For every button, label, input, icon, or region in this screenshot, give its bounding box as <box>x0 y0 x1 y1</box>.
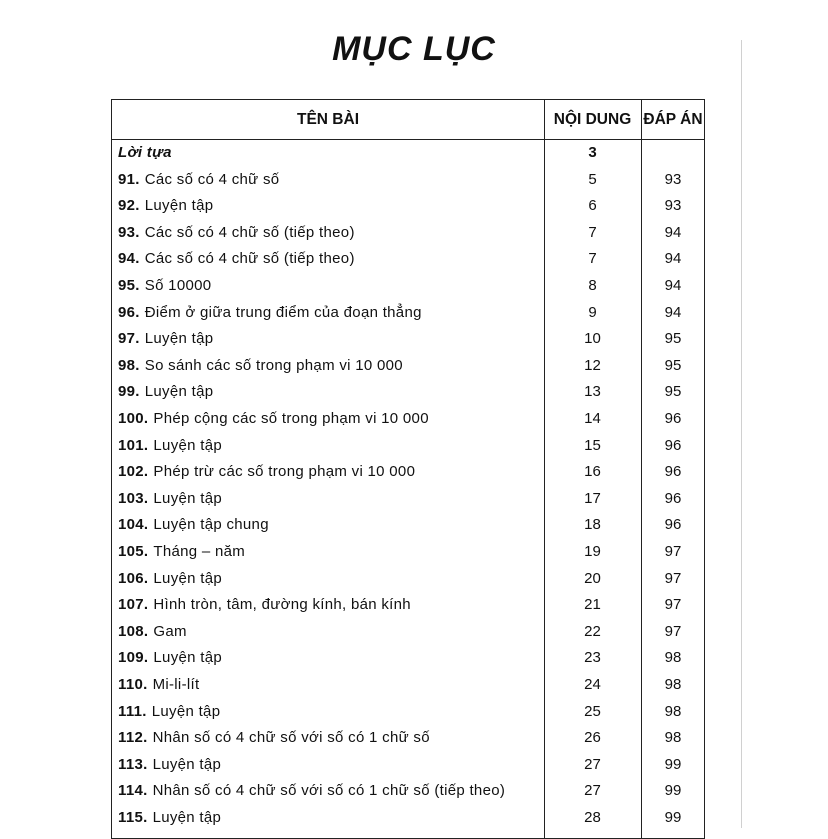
lesson-cell <box>118 383 213 400</box>
lesson-cell <box>118 809 221 826</box>
lesson-name: Luyện tập <box>152 809 222 826</box>
lesson-cell <box>118 197 213 214</box>
lesson-name: Tháng – năm <box>153 543 246 560</box>
toc-row <box>112 459 704 486</box>
answer-page: 97 <box>664 569 682 587</box>
lesson-cell <box>118 570 222 587</box>
answer-page: 95 <box>664 356 682 374</box>
content-page: 18 <box>584 516 601 534</box>
lesson-number: 111. <box>118 702 147 720</box>
toc-row <box>112 246 704 273</box>
lesson-number: 95. <box>118 277 140 294</box>
lesson-cell <box>118 490 222 507</box>
lesson-cell <box>118 463 415 480</box>
toc-row-intro <box>112 140 704 167</box>
lesson-name: Gam <box>153 622 187 640</box>
lesson-name: Các số có 4 chữ số (tiếp theo) <box>144 250 355 268</box>
lesson-number: 110. <box>118 676 148 693</box>
answer-page: 96 <box>664 463 682 481</box>
answer-page: 97 <box>664 596 682 614</box>
content-page: 8 <box>588 277 597 294</box>
toc-row <box>112 379 704 406</box>
content-page: 27 <box>584 755 601 773</box>
lesson-number: 103. <box>118 489 149 507</box>
content-page: 12 <box>584 356 601 374</box>
lesson-number: 101. <box>118 436 149 454</box>
lesson-number: 96. <box>118 303 140 321</box>
lesson-number: 97. <box>118 330 140 348</box>
lesson-name: Luyện tập <box>144 383 214 401</box>
content-page: 28 <box>584 809 601 826</box>
lesson-name: Lời tựa <box>118 144 172 161</box>
page-edge-line <box>741 40 742 828</box>
answer-page: 98 <box>664 676 682 693</box>
answer-page: 97 <box>664 622 682 640</box>
header-answer: ĐÁP ÁN <box>643 111 703 128</box>
lesson-number: 99. <box>118 383 140 401</box>
lesson-number: 113. <box>118 755 148 773</box>
lesson-cell <box>118 250 355 267</box>
lesson-cell <box>118 703 220 720</box>
lesson-name: Luyện tập <box>144 330 214 348</box>
lesson-cell <box>118 410 429 427</box>
toc-row <box>112 167 704 194</box>
answer-page: 96 <box>664 516 682 534</box>
answer-page: 94 <box>664 303 682 321</box>
lesson-number: 98. <box>118 356 140 374</box>
page-title: MỤC LỤC <box>332 30 496 68</box>
content-page: 24 <box>584 676 601 693</box>
answer-page: 93 <box>664 170 682 188</box>
content-page: 23 <box>584 649 601 667</box>
header-lesson: TÊN BÀI <box>297 111 359 128</box>
lesson-number: 92. <box>118 197 140 215</box>
lesson-number: 91. <box>118 170 140 188</box>
lesson-cell <box>118 224 355 241</box>
lesson-name: Mi-li-lít <box>152 676 200 693</box>
toc-row <box>112 778 704 805</box>
lesson-name: Số 10000 <box>144 277 212 294</box>
toc-row <box>112 406 704 433</box>
content-page: 7 <box>588 250 597 268</box>
toc-row <box>112 273 704 300</box>
answer-page: 96 <box>664 489 682 507</box>
answer-page: 99 <box>664 782 682 800</box>
lesson-name: Luyện tập <box>151 702 221 720</box>
answer-page: 94 <box>664 223 682 241</box>
lesson-cell <box>118 782 505 799</box>
lesson-number: 93. <box>118 223 140 241</box>
toc-table <box>111 99 705 839</box>
answer-page: 98 <box>664 729 682 747</box>
lesson-name: Hình tròn, tâm, đường kính, bán kính <box>153 596 411 614</box>
lesson-name: Phép cộng các số trong phạm vi 10 000 <box>153 410 429 427</box>
lesson-number: 102. <box>118 463 149 481</box>
lesson-name: Nhân số có 4 chữ số với số có 1 chữ số (tiếp theo) <box>152 782 506 800</box>
lesson-number: 107. <box>118 596 149 614</box>
content-page: 10 <box>584 330 601 348</box>
content-page: 26 <box>584 729 601 747</box>
lesson-number: 104. <box>118 516 149 534</box>
toc-row <box>112 220 704 247</box>
content-page: 3 <box>588 144 597 161</box>
lesson-name: Điểm ở giữa trung điểm của đoạn thẳng <box>144 303 422 321</box>
content-page: 27 <box>584 782 601 800</box>
answer-page: 94 <box>664 277 682 294</box>
lesson-name: Luyện tập chung <box>153 516 269 534</box>
lesson-number: 105. <box>118 543 149 560</box>
lesson-cell <box>118 543 245 560</box>
toc-row <box>112 619 704 646</box>
answer-page: 99 <box>664 755 682 773</box>
lesson-number: 112. <box>118 729 148 747</box>
toc-row <box>112 592 704 619</box>
lesson-name: Luyện tập <box>152 755 222 773</box>
lesson-cell <box>118 516 269 533</box>
answer-page: 95 <box>664 330 682 348</box>
lesson-name: Luyện tập <box>153 569 222 587</box>
toc-row <box>112 725 704 752</box>
toc-row <box>112 193 704 220</box>
toc-row <box>112 566 704 593</box>
lesson-name: Phép trừ các số trong phạm vi 10 000 <box>153 463 416 481</box>
lesson-cell <box>118 437 222 454</box>
content-page: 16 <box>584 463 601 481</box>
answer-page: 96 <box>664 436 682 454</box>
content-page: 19 <box>584 543 601 560</box>
toc-row <box>112 699 704 726</box>
lesson-cell <box>118 729 430 746</box>
toc-row <box>112 433 704 460</box>
lesson-name: So sánh các số trong phạm vi 10 000 <box>144 356 403 374</box>
toc-row <box>112 353 704 380</box>
lesson-cell <box>118 756 221 773</box>
toc-row <box>112 486 704 513</box>
content-page: 6 <box>588 197 597 215</box>
answer-page: 98 <box>664 702 682 720</box>
lesson-name: Luyện tập <box>153 489 222 507</box>
content-page: 20 <box>584 569 601 587</box>
lesson-name: Nhân số có 4 chữ số với số có 1 chữ số <box>152 729 430 747</box>
lesson-cell <box>118 304 422 321</box>
lesson-number: 114. <box>118 782 148 800</box>
toc-row <box>112 539 704 566</box>
content-page: 13 <box>584 383 601 401</box>
content-page: 22 <box>584 622 601 640</box>
lesson-number: 115. <box>118 809 148 826</box>
content-page: 17 <box>584 489 601 507</box>
lesson-name: Luyện tập <box>153 436 222 454</box>
lesson-cell <box>118 277 211 294</box>
lesson-name: Các số có 4 chữ số (tiếp theo) <box>144 223 355 241</box>
content-page: 5 <box>588 170 597 188</box>
content-page: 7 <box>588 223 597 241</box>
toc-row <box>112 645 704 672</box>
lesson-cell <box>118 144 172 161</box>
lesson-cell <box>118 330 213 347</box>
lesson-number: 108. <box>118 622 149 640</box>
answer-page: 97 <box>664 543 682 560</box>
lesson-cell <box>118 171 279 188</box>
lesson-cell <box>118 357 403 374</box>
content-page: 21 <box>584 596 601 614</box>
lesson-name: Luyện tập <box>153 649 222 667</box>
lesson-number: 100. <box>118 410 149 427</box>
lesson-cell <box>118 676 199 693</box>
content-page: 9 <box>588 303 597 321</box>
toc-row <box>112 326 704 353</box>
lesson-number: 109. <box>118 649 149 667</box>
content-page: 15 <box>584 436 601 454</box>
lesson-name: Các số có 4 chữ số <box>144 170 280 188</box>
toc-row <box>112 752 704 779</box>
answer-page: 95 <box>664 383 682 401</box>
answer-page: 96 <box>664 410 682 427</box>
lesson-number: 106. <box>118 569 149 587</box>
answer-page: 98 <box>664 649 682 667</box>
content-page: 25 <box>584 702 601 720</box>
toc-row <box>112 512 704 539</box>
lesson-cell <box>118 649 222 666</box>
answer-page: 93 <box>664 197 682 215</box>
lesson-cell <box>118 623 187 640</box>
lesson-cell <box>118 596 411 613</box>
answer-page: 94 <box>664 250 682 268</box>
header-content: NỘI DUNG <box>553 111 632 128</box>
lesson-number: 94. <box>118 250 140 268</box>
content-page: 14 <box>584 410 601 427</box>
lesson-name: Luyện tập <box>144 197 214 215</box>
toc-row <box>112 672 704 699</box>
answer-page: 99 <box>664 809 682 826</box>
toc-row <box>112 300 704 327</box>
